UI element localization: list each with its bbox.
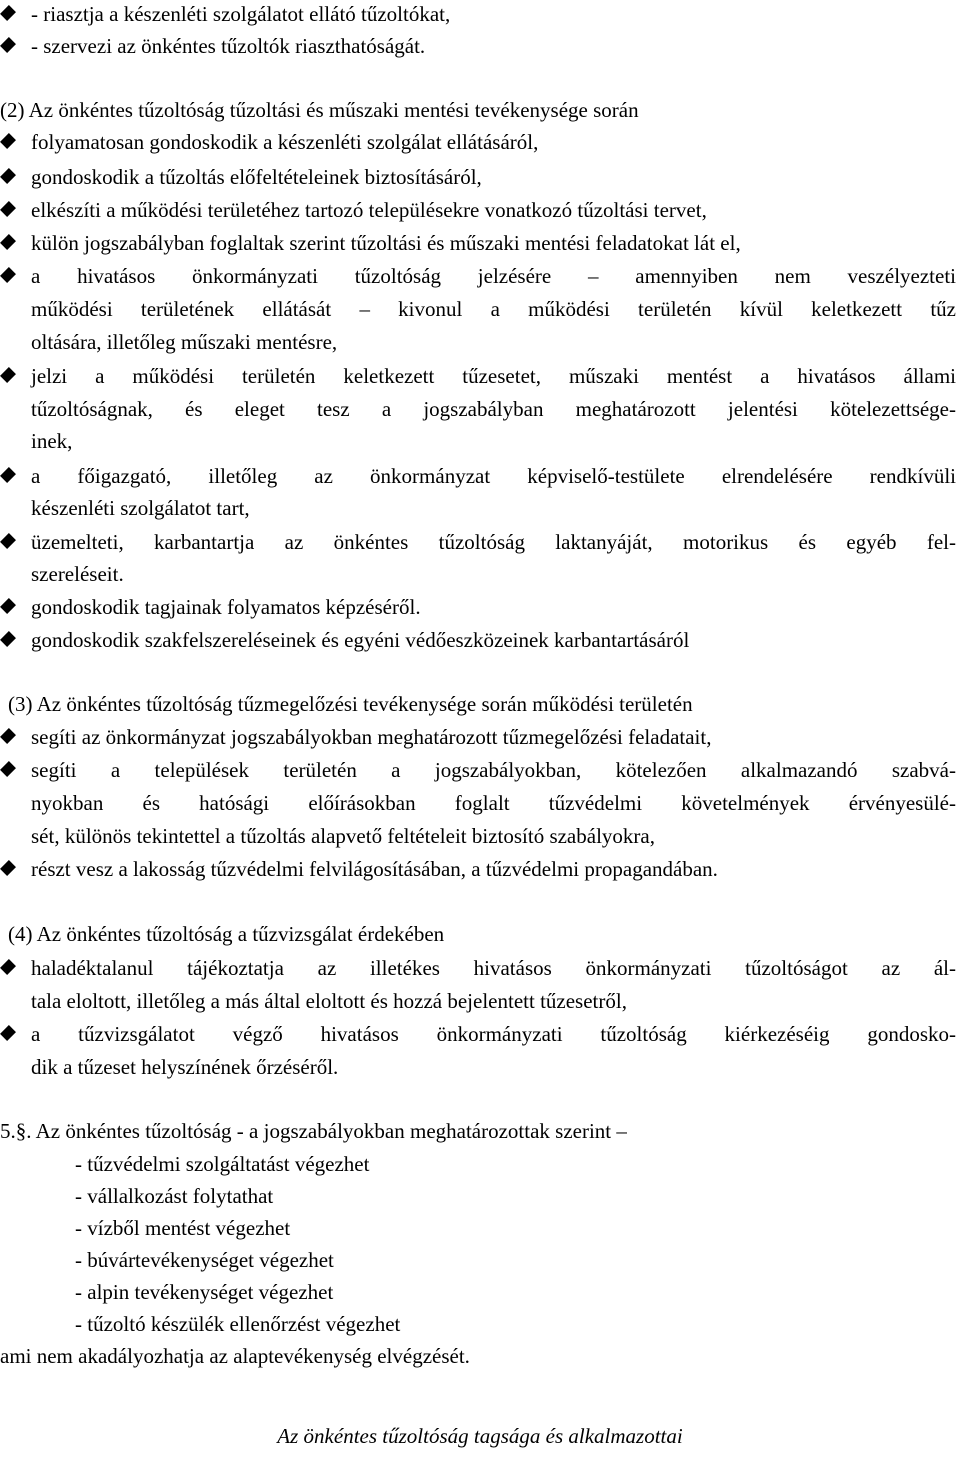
section-title: Az önkéntes tűzoltóság tagsága és alkalmazottai — [277, 1424, 683, 1448]
line-text: készenléti szolgálatot tart, — [31, 496, 250, 520]
diamond-bullet-icon — [0, 126, 16, 158]
line-text: gondoskodik szakfelszereléseinek és egyéni védőeszközeinek karbantartásáról — [31, 628, 690, 652]
bullet-line — [0, 227, 958, 259]
line-text: jelzi a működési területén keletkezett tűzesetet, műszaki mentést a hivatásos állami — [31, 364, 956, 388]
diamond-bullet-icon — [0, 161, 16, 193]
diamond-bullet-icon — [0, 194, 16, 226]
line-text: üzemelteti, karbantartja az önkéntes tűzoltóság laktanyáját, motorikus és egyéb fel- — [31, 530, 956, 554]
diamond-bullet-icon — [0, 460, 16, 492]
line-text: 5.§. Az önkéntes tűzoltóság - a jogszabályokban meghatározottak szerint – — [0, 1119, 627, 1143]
text-line — [0, 688, 958, 720]
line-text: tala eloltott, illetőleg a más által eloltott és hozzá bejelentett tűzesetről, — [31, 989, 627, 1013]
line-text: (2) Az önkéntes tűzoltóság tűzoltási és műszaki mentési tevékenysége során — [0, 98, 639, 122]
line-text: a tűzvizsgálatot végző hivatásos önkormányzati tűzoltóság kiérkezéséig gondosko- — [31, 1022, 956, 1046]
line-text: segíti az önkormányzat jogszabályokban meghatározott tűzmegelőzési feladatait, — [31, 725, 712, 749]
line-text: - vállalkozást folytathat — [75, 1184, 274, 1208]
bullet-line — [0, 360, 958, 392]
text-line — [0, 1244, 958, 1276]
text-line — [0, 1212, 958, 1244]
text-line — [0, 425, 958, 457]
diamond-bullet-icon — [0, 754, 16, 786]
line-text: működési területének ellátását – kivonul a működési területén kívül keletkezett tűz — [31, 297, 956, 321]
text-line — [0, 1115, 958, 1147]
bullet-line — [0, 460, 958, 492]
line-text: (4) Az önkéntes tűzoltóság a tűzvizsgálat érdekében — [8, 922, 445, 946]
line-text: (3) Az önkéntes tűzoltóság tűzmegelőzési tevékenysége során működési területén — [8, 692, 693, 716]
bullet-line — [0, 260, 958, 292]
line-text: részt vesz a lakosság tűzvédelmi felvilágosításában, a tűzvédelmi propagandában. — [31, 857, 718, 881]
text-line — [0, 393, 958, 425]
bullet-line — [0, 194, 958, 226]
diamond-bullet-icon — [0, 853, 16, 885]
text-line — [0, 1340, 958, 1372]
bullet-line — [0, 721, 958, 753]
line-text: inek, — [31, 429, 73, 453]
line-text: tűzoltóságnak, és eleget tesz a jogszabályban meghatározott jelentési kötelezettsége- — [31, 397, 956, 421]
line-text: oltására, illetőleg műszaki mentésre, — [31, 330, 338, 354]
text-line — [0, 1276, 958, 1308]
line-text: nyokban és hatósági előírásokban foglalt tűzvédelmi követelmények érvényesülé- — [31, 791, 956, 815]
line-text: folyamatosan gondoskodik a készenléti szolgálat ellátásáról, — [31, 130, 539, 154]
line-text: dik a tűzeset helyszínének őrzéséről. — [31, 1055, 339, 1079]
line-text: - szervezi az önkéntes tűzoltók riaszthatóságát. — [31, 34, 426, 58]
bullet-line — [0, 126, 958, 158]
text-line — [0, 326, 958, 358]
line-text: sét, különös tekintettel a tűzoltás alapvető feltételeit biztosító szabályokra, — [31, 824, 655, 848]
text-line — [0, 1308, 958, 1340]
text-line — [0, 94, 958, 126]
line-text: - vízből mentést végezhet — [75, 1216, 291, 1240]
line-text: - tűzvédelmi szolgáltatást végezhet — [75, 1152, 370, 1176]
line-text: gondoskodik tagjainak folyamatos képzéséről. — [31, 595, 421, 619]
text-line — [0, 918, 958, 950]
bullet-line — [0, 853, 958, 885]
diamond-bullet-icon — [0, 1018, 16, 1050]
bullet-line — [0, 161, 958, 193]
text-line — [0, 1148, 958, 1180]
text-line — [0, 1051, 958, 1083]
bullet-line — [0, 952, 958, 984]
bullet-line — [0, 526, 958, 558]
bullet-line — [0, 0, 958, 30]
diamond-bullet-icon — [0, 30, 16, 62]
line-text: - riasztja a készenléti szolgálatot ellátó tűzoltókat, — [31, 2, 451, 26]
diamond-bullet-icon — [0, 591, 16, 623]
text-line — [0, 820, 958, 852]
text-line — [0, 293, 958, 325]
line-text: haladéktalanul tájékoztatja az illetékes hivatásos önkormányzati tűzoltóságot az ál- — [31, 956, 956, 980]
line-text: ami nem akadályozhatja az alaptevékenység elvégzését. — [0, 1344, 470, 1368]
bullet-line — [0, 30, 958, 62]
diamond-bullet-icon — [0, 360, 16, 392]
text-line — [0, 787, 958, 819]
line-text: gondoskodik a tűzoltás előfeltételeinek biztosításáról, — [31, 165, 482, 189]
line-text: - tűzoltó készülék ellenőrzést végezhet — [75, 1312, 401, 1336]
line-text: a főigazgató, illetőleg az önkormányzat képviselő-testülete elrendelésére rendkívüli — [31, 464, 956, 488]
line-text: - búvártevékenységet végezhet — [75, 1248, 334, 1272]
diamond-bullet-icon — [0, 260, 16, 292]
line-text: külön jogszabályban foglaltak szerint tűzoltási és műszaki mentési feladatokat lát el, — [31, 231, 741, 255]
text-line — [0, 1180, 958, 1212]
line-text: a hivatásos önkormányzati tűzoltóság jelzésére – amennyiben nem veszélyezteti — [31, 264, 956, 288]
bullet-line — [0, 1018, 958, 1050]
line-text: segíti a települések területén a jogszabályokban, kötelezően alkalmazandó szabvá- — [31, 758, 956, 782]
diamond-bullet-icon — [0, 624, 16, 656]
diamond-bullet-icon — [0, 721, 16, 753]
text-line — [0, 492, 958, 524]
text-line — [0, 558, 958, 590]
bullet-line — [0, 591, 958, 623]
diamond-bullet-icon — [0, 227, 16, 259]
diamond-bullet-icon — [0, 526, 16, 558]
text-line — [0, 985, 958, 1017]
line-text: elkészíti a működési területéhez tartozó településekre vonatkozó tűzoltási tervet, — [31, 198, 707, 222]
bullet-line — [0, 624, 958, 656]
diamond-bullet-icon — [0, 952, 16, 984]
line-text: szereléseit. — [31, 562, 124, 586]
diamond-bullet-icon — [0, 0, 16, 30]
line-text: - alpin tevékenységet végezhet — [75, 1280, 334, 1304]
bullet-line — [0, 754, 958, 786]
